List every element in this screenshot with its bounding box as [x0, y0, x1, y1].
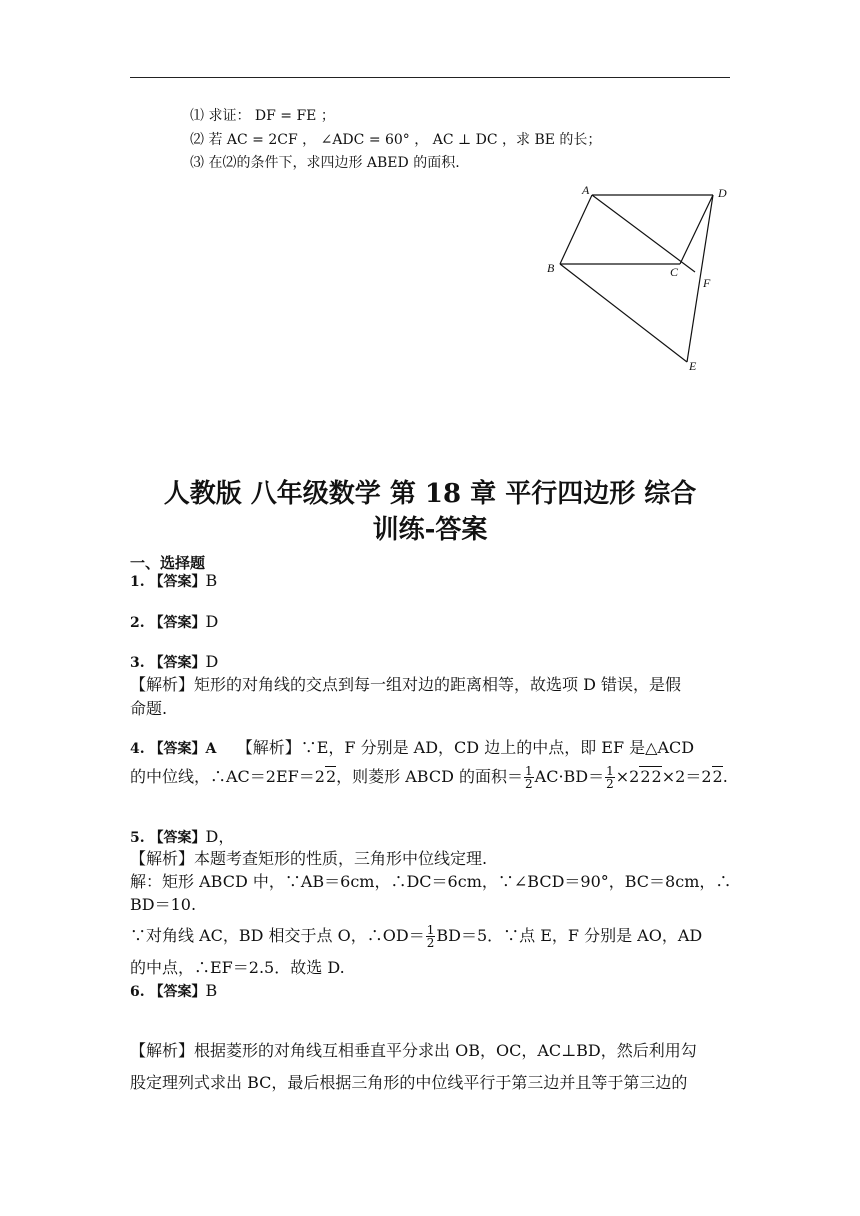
answer-4-tag: 4. 【答案】	[130, 741, 206, 757]
label-a: A	[582, 183, 590, 197]
answer-4	[130, 737, 694, 760]
answer-6-explanation-1: 【解析】根据菱形的对角线互相垂直平分求出 OB，OC，AC⊥BD，然后利用勾	[130, 1041, 697, 1060]
page-title-line-1: 人教版 八年级数学 第 18 章 平行四边形 综合	[163, 479, 697, 509]
sqrt-2-d: 2	[712, 767, 723, 786]
answer-5-value: D，	[205, 827, 235, 846]
answer-6-explanation-2: 股定理列式求出 BC，最后根据三角形的中位线平行于第三边并且等于第三边的	[130, 1073, 688, 1092]
segment-ac	[592, 195, 695, 272]
answer-6-value: B	[205, 981, 218, 1000]
answer-5-explanation-5: 的中点，∴EF＝2.5．故选 D.	[130, 958, 345, 977]
answer-6-tag: 6. 【答案】	[130, 984, 206, 1000]
sqrt-2-c: 2	[651, 767, 662, 786]
answer-5-explanation-3: BD＝10.	[130, 895, 197, 914]
answer-5-explanation-2: 解：矩形 ABCD 中，∵AB＝6cm，∴DC＝6cm，∵∠BCD＝90°，BC＝8cm，∴	[130, 872, 732, 891]
sqrt-2-b: 2	[640, 767, 651, 786]
answer-5-tag: 5. 【答案】	[130, 830, 206, 846]
fraction-num: 1	[606, 764, 614, 778]
question-1-num: ⑴	[190, 108, 204, 124]
question-2	[190, 130, 601, 150]
answer-5-explanation-4	[130, 924, 702, 949]
label-e: E	[689, 359, 697, 373]
fraction-den: 2	[606, 777, 614, 791]
answer-4-end: .	[722, 767, 728, 786]
label-f: F	[703, 276, 711, 290]
fraction-num: 1	[525, 764, 533, 778]
answer-4-line-2	[130, 765, 728, 790]
answer-5-explanation-1: 【解析】本题考查矩形的性质，三角形中位线定理.	[130, 849, 488, 868]
segment-be	[560, 264, 687, 362]
question-3-text: 在⑵的条件下，求四边形 ABED 的面积.	[208, 155, 460, 171]
answer-5-exp-4a: ∵对角线 AC，BD 相交于点 O，∴OD＝	[130, 926, 425, 945]
fraction-den: 2	[525, 777, 533, 791]
fraction-num: 1	[426, 923, 435, 937]
label-d: D	[718, 186, 727, 200]
answer-1	[130, 570, 217, 593]
answer-2-tag: 2. 【答案】	[130, 615, 206, 631]
question-3-num: ⑶	[190, 155, 204, 171]
answer-3-value: D	[205, 652, 219, 671]
answer-4-exp-b: ，则菱形 ABCD 的面积＝	[336, 767, 523, 786]
section-heading: 一、选择题	[130, 554, 206, 572]
answer-3-explanation-1: 【解析】矩形的对角线的交点到每一组对边的距离相等，故选项 D 错误，是假	[130, 675, 682, 694]
geometry-figure	[530, 180, 750, 380]
fraction-half-c	[426, 924, 436, 949]
answer-5	[130, 826, 234, 849]
question-1	[190, 106, 335, 126]
answer-4-exp-d: ×2	[615, 767, 640, 786]
question-2-text: 若 AC = 2CF ， ∠ADC = 60° ， AC ⊥ DC ，求 BE 的长；	[208, 132, 602, 148]
question-1-text: 求证： DF = FE ；	[208, 108, 335, 124]
fraction-half-a	[524, 765, 534, 790]
answer-2-value: D	[205, 612, 219, 631]
header-rule	[130, 77, 730, 78]
answer-3	[130, 651, 218, 674]
answer-1-value: B	[205, 571, 218, 590]
fraction-den: 2	[426, 936, 435, 950]
answer-4-exp-a: 的中位线，∴AC＝2EF＝2	[130, 767, 325, 786]
answer-4-explanation-1: 【解析】∵E，F 分别是 AD，CD 边上的中点，即 EF 是△ACD	[236, 738, 695, 757]
answer-1-tag: 1. 【答案】	[130, 574, 206, 590]
label-c: C	[670, 265, 679, 279]
answer-4-exp-e: ×2＝2	[661, 767, 712, 786]
segment-ab	[560, 195, 592, 264]
answer-6	[130, 980, 217, 1003]
page-title-line-2: 训练-答案	[372, 515, 488, 545]
label-b: B	[547, 261, 555, 275]
fraction-half-b	[605, 765, 615, 790]
question-3	[190, 153, 460, 173]
sqrt-2-a: 2	[325, 767, 337, 786]
answer-3-explanation-2: 命题.	[130, 699, 168, 718]
answer-5-exp-4b: BD＝5．∵点 E，F 分别是 AO，AD	[436, 926, 703, 945]
answer-3-tag: 3. 【答案】	[130, 655, 206, 671]
question-2-num: ⑵	[190, 132, 204, 148]
answer-4-value: A	[205, 741, 217, 757]
answer-4-exp-c: AC·BD＝	[534, 767, 605, 786]
answer-2	[130, 611, 218, 634]
